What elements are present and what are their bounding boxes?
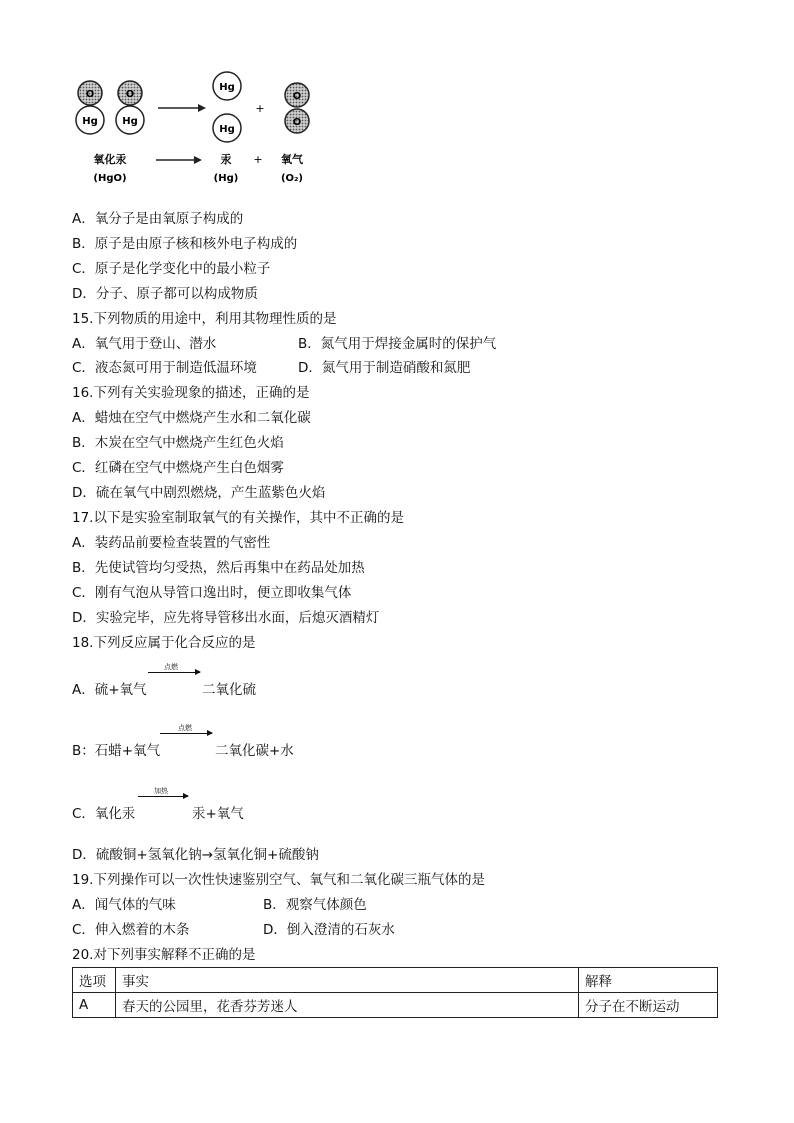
q18-b-reactants: B：石蜡+氧气 <box>72 743 161 759</box>
q17-option-d: D．实验完毕，应先将导管移出水面，后熄灭酒精灯 <box>72 610 380 626</box>
q14-option-b: B．原子是由原子核和核外电子构成的 <box>72 236 298 252</box>
q15-option-a: A．氧气用于登山、潜水 <box>72 336 217 352</box>
table-header-cell: 选项 <box>73 968 116 993</box>
table-cell: A <box>73 993 116 1018</box>
q20-stem: 20.对下列事实解释不正确的是 <box>72 947 256 963</box>
q18-b-products: 二氧化碳+水 <box>215 743 294 759</box>
hg-atom-2 <box>213 114 241 142</box>
q18-a-condition: 点燃 <box>164 663 178 671</box>
q17-option-b: B．先使试管均匀受热，然后再集中在药品处加热 <box>72 560 365 576</box>
reaction-arrow-bottom <box>156 156 202 164</box>
svg-text:Hg: Hg <box>219 82 235 93</box>
q15-option-c: C．液态氮可用于制造低温环境 <box>72 360 257 376</box>
q19-option-c: C．伸入燃着的木条 <box>72 922 190 938</box>
q18-c-condition: 加热 <box>154 787 168 795</box>
plus-sign-top: + <box>255 102 265 115</box>
q18-c-arrow <box>138 796 188 797</box>
q18-b-condition: 点燃 <box>178 724 192 732</box>
q18-a-arrow <box>148 672 200 673</box>
reaction-arrow-top <box>158 104 206 112</box>
mercury-oxide-decomposition-diagram <box>70 68 340 193</box>
q15-stem: 15.下列物质的用途中，利用其物理性质的是 <box>72 311 337 327</box>
q14-option-c: C．原子是化学变化中的最小粒子 <box>72 261 271 277</box>
q20-table <box>72 967 718 1018</box>
q17-stem: 17.以下是实验室制取氧气的有关操作，其中不正确的是 <box>72 510 404 526</box>
reactant-name: 氧化汞 <box>93 153 127 166</box>
svg-text:Hg: Hg <box>219 124 235 135</box>
q18-option-c <box>72 786 272 826</box>
hgo-molecule-2 <box>116 81 144 134</box>
q16-option-a: A．蜡烛在空气中燃烧产生水和二氧化碳 <box>72 410 311 426</box>
q18-a-reactants: A．硫+氧气 <box>72 682 147 698</box>
q18-option-a <box>72 662 292 702</box>
q17-option-a: A．装药品前要检查装置的气密性 <box>72 535 271 551</box>
q14-option-a: A．氧分子是由氧原子构成的 <box>72 211 244 227</box>
reactant-formula: (HgO) <box>93 173 127 184</box>
svg-text:O: O <box>292 117 302 128</box>
svg-text:O: O <box>85 89 95 100</box>
product1-name: 汞 <box>220 153 232 166</box>
q16-option-d: D．硫在氧气中剧烈燃烧，产生蓝紫色火焰 <box>72 485 326 501</box>
q16-option-c: C．红磷在空气中燃烧产生白色烟雾 <box>72 460 284 476</box>
table-cell: 春天的公园里，花香芬芳迷人 <box>116 993 579 1018</box>
product1-formula: (Hg) <box>213 173 239 184</box>
q15-option-d: D．氮气用于制造硝酸和氮肥 <box>298 360 471 376</box>
product2-name: 氧气 <box>281 153 303 166</box>
q18-stem: 18.下列反应属于化合反应的是 <box>72 635 256 651</box>
q19-option-a: A．闻气体的气味 <box>72 897 176 913</box>
svg-text:O: O <box>292 91 302 102</box>
q18-b-arrow <box>160 733 212 734</box>
q18-c-products: 汞+氧气 <box>192 806 244 822</box>
q19-option-b: B．观察气体颜色 <box>263 897 367 913</box>
table-header-cell: 解释 <box>579 968 718 993</box>
hg-atom-1 <box>213 72 241 100</box>
product2-formula: (O₂) <box>280 173 304 184</box>
q15-option-b: B．氮气用于焊接金属时的保护气 <box>298 336 497 352</box>
q18-option-b <box>72 723 312 763</box>
q17-option-c: C．刚有气泡从导管口逸出时，便立即收集气体 <box>72 585 352 601</box>
svg-text:Hg: Hg <box>82 116 98 127</box>
q18-option-d: D．硫酸铜+氢氧化钠→氢氧化铜+硫酸钠 <box>72 847 319 863</box>
q16-stem: 16.下列有关实验现象的描述，正确的是 <box>72 385 310 401</box>
q18-c-reactants: C．氧化汞 <box>72 806 136 822</box>
plus-sign-bottom: + <box>253 153 263 166</box>
q19-option-d: D．倒入澄清的石灰水 <box>263 922 395 938</box>
o2-molecule <box>285 83 309 133</box>
q18-a-products: 二氧化硫 <box>202 682 256 698</box>
table-cell: 分子在不断运动 <box>579 993 718 1018</box>
table-row <box>73 993 718 1018</box>
q16-option-b: B．木炭在空气中燃烧产生红色火焰 <box>72 435 284 451</box>
q14-option-d: D．分子、原子都可以构成物质 <box>72 286 258 302</box>
svg-text:O: O <box>125 89 135 100</box>
table-header-cell: 事实 <box>116 968 579 993</box>
q19-stem: 19.下列操作可以一次性快速鉴别空气、氧气和二氧化碳三瓶气体的是 <box>72 872 485 888</box>
hgo-molecule-1 <box>76 81 104 134</box>
table-header-row <box>73 968 718 993</box>
svg-text:Hg: Hg <box>122 116 138 127</box>
